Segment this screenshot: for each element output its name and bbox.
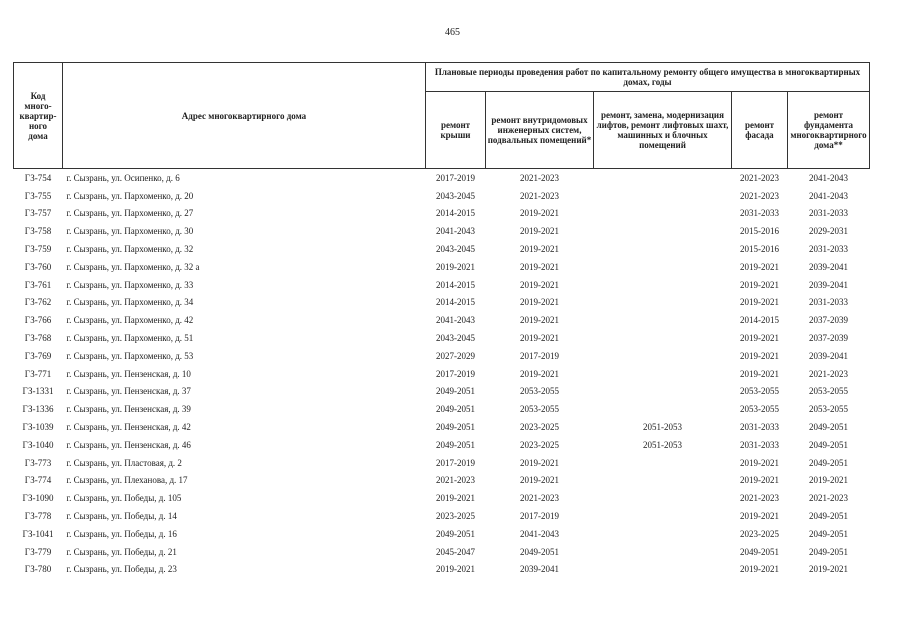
foundation-period: 2019-2021 bbox=[809, 564, 848, 575]
facade-period: 2021-2023 bbox=[740, 172, 779, 183]
facade-period: 2019-2021 bbox=[740, 564, 779, 575]
elevator-period bbox=[594, 454, 732, 472]
header-facade: ремонт фасада bbox=[732, 92, 788, 169]
engineering-period: 2017-2019 bbox=[520, 350, 559, 361]
house-code: ГЗ-768 bbox=[24, 333, 52, 344]
house-address: г. Сызрань, ул. Пархоменко, д. 51 bbox=[66, 333, 194, 344]
engineering-period: 2019-2021 bbox=[520, 333, 559, 344]
foundation-period: 2021-2023 bbox=[809, 368, 848, 379]
house-address: г. Сызрань, ул. Пархоменко, д. 32 bbox=[66, 244, 194, 255]
facade-period: 2019-2021 bbox=[740, 475, 779, 486]
roof-period: 2017-2019 bbox=[436, 457, 475, 468]
foundation-period: 2049-2051 bbox=[809, 528, 848, 539]
engineering-period: 2019-2021 bbox=[520, 226, 559, 237]
header-code-line: Код bbox=[30, 90, 46, 101]
engineering-period: 2041-2043 bbox=[520, 528, 559, 539]
header-elevators: ремонт, замена, модернизация лифтов, ремонт лифтовых шахт, машинных и блочных помещений bbox=[594, 92, 732, 169]
foundation-period: 2031-2033 bbox=[809, 244, 848, 255]
roof-period: 2021-2023 bbox=[436, 475, 475, 486]
table-row bbox=[14, 329, 870, 347]
facade-period: 2015-2016 bbox=[740, 226, 779, 237]
table-row bbox=[14, 258, 870, 276]
engineering-period: 2019-2021 bbox=[520, 368, 559, 379]
elevator-period bbox=[594, 329, 732, 347]
elevator-period: 2051-2053 bbox=[643, 439, 682, 450]
table-row bbox=[14, 507, 870, 525]
house-code: ГЗ-755 bbox=[24, 190, 52, 201]
page-number: 465 bbox=[445, 27, 460, 38]
elevator-period bbox=[594, 365, 732, 383]
facade-period: 2023-2025 bbox=[740, 528, 779, 539]
foundation-period: 2031-2033 bbox=[809, 297, 848, 308]
table-body bbox=[14, 169, 870, 579]
house-address: г. Сызрань, ул. Пархоменко, д. 42 bbox=[66, 315, 194, 326]
elevator-period bbox=[594, 400, 732, 418]
engineering-period: 2023-2025 bbox=[520, 422, 559, 433]
house-address: г. Сызрань, ул. Пархоменко, д. 33 bbox=[66, 279, 194, 290]
roof-period: 2049-2051 bbox=[436, 422, 475, 433]
header-planned-periods: Плановые периоды проведения работ по капитальному ремонту общего имущества в многоквартирных домах, годы bbox=[426, 63, 870, 92]
table-row bbox=[14, 347, 870, 365]
foundation-period: 2039-2041 bbox=[809, 261, 848, 272]
table-row bbox=[14, 454, 870, 472]
elevator-period bbox=[594, 383, 732, 401]
engineering-period: 2019-2021 bbox=[520, 261, 559, 272]
elevator-period bbox=[594, 258, 732, 276]
foundation-period: 2049-2051 bbox=[809, 422, 848, 433]
engineering-period: 2023-2025 bbox=[520, 439, 559, 450]
house-code: ГЗ-762 bbox=[24, 297, 52, 308]
house-address: г. Сызрань, ул. Пархоменко, д. 30 bbox=[66, 226, 194, 237]
table-header bbox=[14, 63, 870, 169]
house-code: ГЗ-771 bbox=[24, 368, 52, 379]
facade-period: 2019-2021 bbox=[740, 511, 779, 522]
roof-period: 2049-2051 bbox=[436, 528, 475, 539]
engineering-period: 2019-2021 bbox=[520, 297, 559, 308]
engineering-period: 2019-2021 bbox=[520, 315, 559, 326]
foundation-period: 2049-2051 bbox=[809, 439, 848, 450]
elevator-period bbox=[594, 205, 732, 223]
engineering-period: 2017-2019 bbox=[520, 511, 559, 522]
foundation-period: 2039-2041 bbox=[809, 279, 848, 290]
roof-period: 2045-2047 bbox=[436, 546, 475, 557]
house-address: г. Сызрань, ул. Пензенская, д. 10 bbox=[66, 368, 191, 379]
house-code: ГЗ-779 bbox=[24, 546, 52, 557]
house-address: г. Сызрань, ул. Пархоменко, д. 32 а bbox=[66, 261, 200, 272]
house-code: ГЗ-759 bbox=[24, 244, 52, 255]
header-code-line: квартир- bbox=[19, 110, 57, 121]
capital-repair-table bbox=[13, 62, 870, 578]
table-row bbox=[14, 543, 870, 561]
facade-period: 2019-2021 bbox=[740, 457, 779, 468]
facade-period: 2015-2016 bbox=[740, 244, 779, 255]
house-code: ГЗ-1336 bbox=[22, 404, 54, 415]
house-code: ГЗ-1041 bbox=[22, 528, 54, 539]
engineering-period: 2019-2021 bbox=[520, 208, 559, 219]
house-address: г. Сызрань, ул. Пластовая, д. 2 bbox=[66, 457, 182, 468]
elevator-period bbox=[594, 561, 732, 579]
house-address: г. Сызрань, ул. Пархоменко, д. 27 bbox=[66, 208, 194, 219]
roof-period: 2014-2015 bbox=[436, 279, 475, 290]
foundation-period: 2019-2021 bbox=[809, 475, 848, 486]
house-code: ГЗ-780 bbox=[24, 564, 52, 575]
house-code: ГЗ-1090 bbox=[22, 493, 54, 504]
foundation-period: 2049-2051 bbox=[809, 457, 848, 468]
house-code: ГЗ-1040 bbox=[22, 439, 54, 450]
roof-period: 2027-2029 bbox=[436, 350, 475, 361]
header-foundation: ремонт фундамента многоквартирного дома** bbox=[788, 92, 870, 169]
house-address: г. Сызрань, ул. Пархоменко, д. 20 bbox=[66, 190, 194, 201]
elevator-period bbox=[594, 507, 732, 525]
facade-period: 2019-2021 bbox=[740, 368, 779, 379]
house-code: ГЗ-758 bbox=[24, 226, 52, 237]
engineering-period: 2053-2055 bbox=[520, 404, 559, 415]
table-row bbox=[14, 222, 870, 240]
house-code: ГЗ-778 bbox=[24, 511, 52, 522]
facade-period: 2019-2021 bbox=[740, 350, 779, 361]
elevator-period bbox=[594, 543, 732, 561]
roof-period: 2043-2045 bbox=[436, 333, 475, 344]
roof-period: 2043-2045 bbox=[436, 244, 475, 255]
facade-period: 2031-2033 bbox=[740, 422, 779, 433]
house-address: г. Сызрань, ул. Пензенская, д. 37 bbox=[66, 386, 191, 397]
engineering-period: 2019-2021 bbox=[520, 279, 559, 290]
table-row bbox=[14, 561, 870, 579]
elevator-period bbox=[594, 169, 732, 187]
elevator-period bbox=[594, 222, 732, 240]
facade-period: 2021-2023 bbox=[740, 493, 779, 504]
elevator-period bbox=[594, 294, 732, 312]
elevator-period bbox=[594, 276, 732, 294]
house-address: г. Сызрань, ул. Плеханова, д. 17 bbox=[66, 475, 188, 486]
foundation-period: 2053-2055 bbox=[809, 386, 848, 397]
roof-period: 2014-2015 bbox=[436, 208, 475, 219]
table-row bbox=[14, 400, 870, 418]
facade-period: 2031-2033 bbox=[740, 439, 779, 450]
facade-period: 2019-2021 bbox=[740, 261, 779, 272]
house-address: г. Сызрань, ул. Победы, д. 16 bbox=[66, 528, 177, 539]
header-code-line: много- bbox=[24, 100, 52, 111]
engineering-period: 2019-2021 bbox=[520, 244, 559, 255]
elevator-period: 2051-2053 bbox=[643, 422, 682, 433]
house-code: ГЗ-761 bbox=[24, 279, 52, 290]
roof-period: 2043-2045 bbox=[436, 190, 475, 201]
engineering-period: 2049-2051 bbox=[520, 546, 559, 557]
foundation-period: 2031-2033 bbox=[809, 208, 848, 219]
table-row bbox=[14, 489, 870, 507]
foundation-period: 2029-2031 bbox=[809, 226, 848, 237]
table-row bbox=[14, 365, 870, 383]
foundation-period: 2039-2041 bbox=[809, 350, 848, 361]
table-row bbox=[14, 169, 870, 187]
house-address: г. Сызрань, ул. Пархоменко, д. 34 bbox=[66, 297, 194, 308]
roof-period: 2023-2025 bbox=[436, 511, 475, 522]
engineering-period: 2021-2023 bbox=[520, 493, 559, 504]
roof-period: 2049-2051 bbox=[436, 439, 475, 450]
table-row bbox=[14, 472, 870, 490]
elevator-period bbox=[594, 240, 732, 258]
roof-period: 2017-2019 bbox=[436, 172, 475, 183]
table-row bbox=[14, 525, 870, 543]
facade-period: 2019-2021 bbox=[740, 297, 779, 308]
header-address: Адрес многоквартирного дома bbox=[63, 63, 426, 169]
table-row bbox=[14, 187, 870, 205]
table-row bbox=[14, 240, 870, 258]
foundation-period: 2037-2039 bbox=[809, 315, 848, 326]
roof-period: 2049-2051 bbox=[436, 386, 475, 397]
table-row bbox=[14, 294, 870, 312]
facade-period: 2021-2023 bbox=[740, 190, 779, 201]
engineering-period: 2021-2023 bbox=[520, 190, 559, 201]
facade-period: 2019-2021 bbox=[740, 333, 779, 344]
house-code: ГЗ-773 bbox=[24, 457, 52, 468]
table-row bbox=[14, 276, 870, 294]
roof-period: 2019-2021 bbox=[436, 261, 475, 272]
header-code-line: ного bbox=[28, 120, 48, 131]
engineering-period: 2039-2041 bbox=[520, 564, 559, 575]
elevator-period bbox=[594, 311, 732, 329]
facade-period: 2053-2055 bbox=[740, 404, 779, 415]
house-code: ГЗ-760 bbox=[24, 261, 52, 272]
house-address: г. Сызрань, ул. Победы, д. 14 bbox=[66, 511, 177, 522]
house-code: ГЗ-757 bbox=[24, 208, 52, 219]
house-address: г. Сызрань, ул. Пархоменко, д. 53 bbox=[66, 350, 194, 361]
foundation-period: 2053-2055 bbox=[809, 404, 848, 415]
house-address: г. Сызрань, ул. Осипенко, д. 6 bbox=[66, 172, 180, 183]
facade-period: 2031-2033 bbox=[740, 208, 779, 219]
house-address: г. Сызрань, ул. Пензенская, д. 39 bbox=[66, 404, 191, 415]
foundation-period: 2037-2039 bbox=[809, 333, 848, 344]
elevator-period bbox=[594, 525, 732, 543]
roof-period: 2041-2043 bbox=[436, 315, 475, 326]
foundation-period: 2021-2023 bbox=[809, 493, 848, 504]
facade-period: 2053-2055 bbox=[740, 386, 779, 397]
house-code: ГЗ-1331 bbox=[22, 386, 54, 397]
elevator-period bbox=[594, 472, 732, 490]
house-address: г. Сызрань, ул. Пензенская, д. 42 bbox=[66, 422, 191, 433]
elevator-period bbox=[594, 489, 732, 507]
house-address: г. Сызрань, ул. Победы, д. 105 bbox=[66, 493, 182, 504]
engineering-period: 2019-2021 bbox=[520, 457, 559, 468]
table-row bbox=[14, 383, 870, 401]
table-row bbox=[14, 205, 870, 223]
roof-period: 2049-2051 bbox=[436, 404, 475, 415]
roof-period: 2014-2015 bbox=[436, 297, 475, 308]
house-address: г. Сызрань, ул. Победы, д. 21 bbox=[66, 546, 177, 557]
house-code: ГЗ-1039 bbox=[22, 422, 54, 433]
house-code: ГЗ-774 bbox=[24, 475, 52, 486]
engineering-period: 2053-2055 bbox=[520, 386, 559, 397]
house-address: г. Сызрань, ул. Пензенская, д. 46 bbox=[66, 439, 191, 450]
table-row bbox=[14, 418, 870, 436]
house-code: ГЗ-766 bbox=[24, 315, 52, 326]
elevator-period bbox=[594, 187, 732, 205]
roof-period: 2019-2021 bbox=[436, 493, 475, 504]
table-row bbox=[14, 311, 870, 329]
house-code: ГЗ-769 bbox=[24, 350, 52, 361]
facade-period: 2049-2051 bbox=[740, 546, 779, 557]
facade-period: 2019-2021 bbox=[740, 279, 779, 290]
roof-period: 2019-2021 bbox=[436, 564, 475, 575]
header-roof: ремонт крыши bbox=[426, 92, 486, 169]
engineering-period: 2019-2021 bbox=[520, 475, 559, 486]
header-code bbox=[14, 63, 63, 169]
elevator-period bbox=[594, 347, 732, 365]
foundation-period: 2041-2043 bbox=[809, 190, 848, 201]
header-code-line: дома bbox=[28, 130, 48, 141]
foundation-period: 2041-2043 bbox=[809, 172, 848, 183]
engineering-period: 2021-2023 bbox=[520, 172, 559, 183]
header-engineering: ремонт внутридомовых инженерных систем, подвальных помещений* bbox=[486, 92, 594, 169]
house-code: ГЗ-754 bbox=[24, 172, 52, 183]
roof-period: 2041-2043 bbox=[436, 226, 475, 237]
house-address: г. Сызрань, ул. Победы, д. 23 bbox=[66, 564, 177, 575]
foundation-period: 2049-2051 bbox=[809, 546, 848, 557]
foundation-period: 2049-2051 bbox=[809, 511, 848, 522]
table-row bbox=[14, 436, 870, 454]
facade-period: 2014-2015 bbox=[740, 315, 779, 326]
roof-period: 2017-2019 bbox=[436, 368, 475, 379]
